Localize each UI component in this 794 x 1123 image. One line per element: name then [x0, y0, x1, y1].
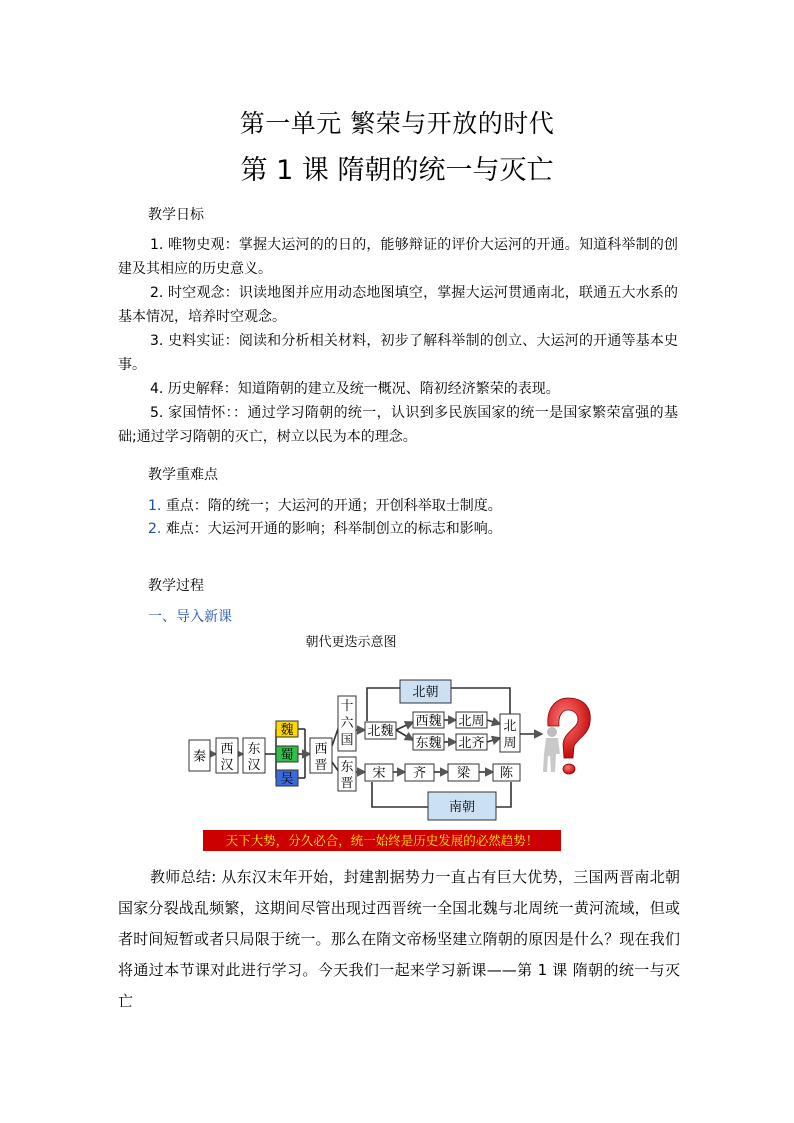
label-beichao: 北朝 — [412, 685, 439, 700]
label-song: 宋 — [372, 766, 386, 781]
label-wu: 吴 — [280, 772, 294, 787]
label-beizhou-small: 北周 — [458, 714, 485, 729]
goals-heading: 教学日标 — [148, 207, 204, 223]
label-beizhou-1: 北 — [503, 719, 517, 734]
label-xihan-1: 西 — [220, 742, 234, 757]
label-wei: 魏 — [280, 723, 294, 738]
intro-heading: 一、导入新课 — [148, 609, 232, 625]
keypoint-number: 1. — [148, 498, 162, 514]
keypoint-text: 重点：隋的统一；大运河的开通；开创科举取士制度。 — [165, 498, 502, 514]
label-shiliuguo-2: 六 — [340, 716, 354, 731]
lesson-title: 第 1 课 隋朝的统一与灭亡 — [240, 155, 554, 186]
label-chen: 陈 — [499, 766, 514, 781]
label-shiliuguo-1: 十 — [340, 699, 354, 714]
process-heading: 教学过程 — [148, 578, 204, 594]
keypoint-number: 2. — [148, 521, 162, 537]
label-dongwei: 东魏 — [415, 736, 442, 751]
teacher-summary — [118, 862, 680, 1017]
summary-text: 教师总结: 从东汉末年开始，封建割据势力一直占有巨大优势，三国两晋南北朝国家分裂战乱频繁，这期间尽管出现过西晋统一全国北魏与北周统一黄河流域，但或者时间短暂或者只局限于统一。那么在隋文帝杨坚建立隋朝的原因是什么？现在我们将通过本节课对此进行学习。今天我们一起来学习新课——第 1 课 隋朝的统一与灭亡 — [118, 868, 680, 1010]
label-beiqi: 北齐 — [458, 736, 485, 751]
label-xijin-2: 晋 — [314, 758, 328, 773]
question-mark-icon — [543, 698, 590, 774]
label-liang: 梁 — [456, 766, 471, 781]
label-donghan-2: 汉 — [247, 758, 261, 773]
label-beizhou-2: 周 — [503, 736, 517, 751]
label-beiwei: 北魏 — [367, 724, 394, 739]
label-shu: 蜀 — [280, 748, 294, 763]
label-qi: 齐 — [412, 766, 427, 781]
label-dongjin-2: 晋 — [340, 776, 354, 791]
keypoints-heading: 教学重难点 — [148, 467, 218, 483]
label-xiwei: 西魏 — [415, 714, 442, 729]
goal-item: 2. 时空观念：识读地图并应用动态地图填空，掌握大运河贯通南北，联通五大水系的基本情况，培养时空观念。 — [118, 285, 678, 325]
dynasty-diagram — [0, 626, 794, 856]
slogan-text: 天下大势，分久必合，统一始终是历史发展的必然趋势！ — [225, 833, 539, 848]
label-shiliuguo-3: 国 — [340, 733, 354, 748]
label-nanchao: 南朝 — [448, 800, 476, 815]
label-xihan-2: 汉 — [220, 758, 234, 773]
keypoint-text: 难点：大运河开通的影响；科举制创立的标志和影响。 — [165, 521, 502, 537]
goal-item: 1. 唯物史观：掌握大运河的的日的，能够辩证的评价大运河的开通。知道科举制的创建及其相应的历史意义。 — [118, 237, 678, 277]
keypoint-item — [148, 518, 502, 538]
goal-item: 5. 家国情怀：：通过学习隋朝的统一，认识到多民族国家的统一是国家繁荣富强的基础;通过学习隋朝的灭亡，树立以民为本的理念。 — [118, 405, 678, 445]
label-qin: 秦 — [192, 749, 207, 765]
goal-item: 4. 历史解释：知道隋朝的建立及统一概况、隋初经济繁荣的表现。 — [150, 381, 560, 397]
label-donghan-1: 东 — [247, 742, 261, 757]
unit-title: 第一单元 繁荣与开放的时代 — [239, 109, 555, 138]
diagram-title: 朝代更迭示意图 — [305, 635, 397, 650]
goals-list — [118, 233, 678, 449]
keypoint-item — [148, 495, 502, 515]
label-xijin-1: 西 — [314, 742, 328, 757]
label-dongjin-1: 东 — [340, 760, 354, 775]
goal-item: 3. 史料实证：阅读和分析相关材料，初步了解科举制的创立、大运河的开通等基本史事。 — [118, 333, 678, 373]
